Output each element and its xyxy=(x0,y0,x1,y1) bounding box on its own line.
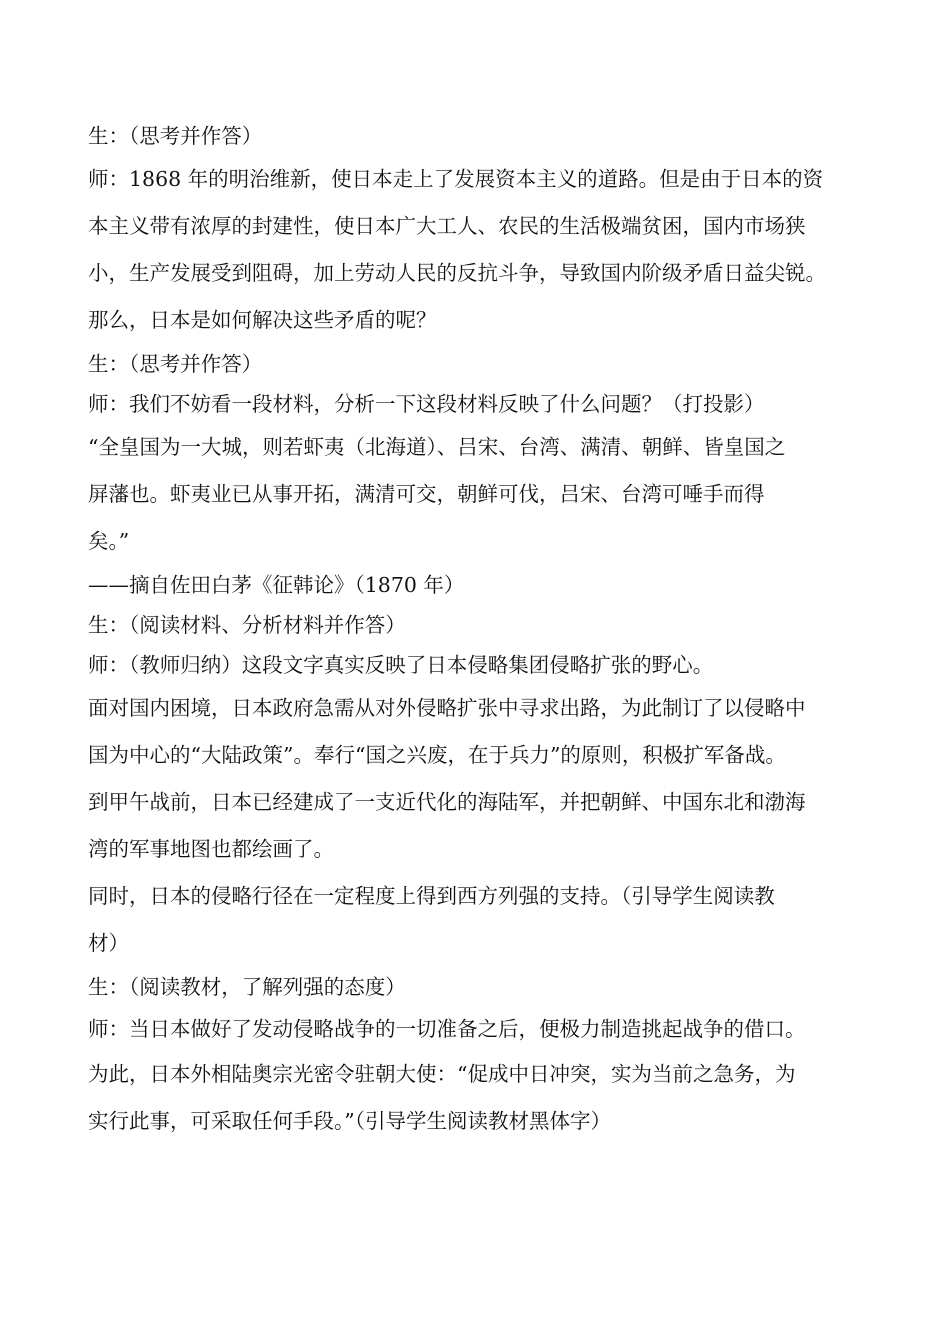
text-line: 同时，日本的侵略行径在一定程度上得到西方列强的支持。（引导学生阅读教 xyxy=(88,884,775,908)
text-line: 师：我们不妨看一段材料，分析一下这段材料反映了什么问题？（打投影） xyxy=(88,392,765,416)
text-line: 到甲午战前，日本已经建成了一支近代化的海陆军，并把朝鲜、中国东北和渤海 xyxy=(88,790,806,814)
text-line: 材） xyxy=(88,931,129,955)
text-line: 湾的军事地图也都绘画了。 xyxy=(88,837,334,861)
text-line: 生：（阅读材料、分析材料并作答） xyxy=(88,613,406,637)
text-line: 为此，日本外相陆奥宗光密令驻朝大使：“促成中日冲突，实为当前之急务，为 xyxy=(88,1062,796,1086)
text-line: 本主义带有浓厚的封建性，使日本广大工人、农民的生活极端贫困，国内市场狭 xyxy=(88,214,806,238)
quote-source: ——摘自佐田白茅《征韩论》（1870 年） xyxy=(88,573,465,597)
quote-line: 屏藩也。虾夷业已从事开拓，满清可交，朝鲜可伐，吕宋、台湾可唾手而得 xyxy=(88,482,765,506)
text-line: 师：（教师归纳）这段文字真实反映了日本侵略集团侵略扩张的野心。 xyxy=(88,653,714,677)
text-line: 师：1868 年的明治维新，使日本走上了发展资本主义的道路。但是由于日本的资 xyxy=(88,167,824,191)
text-line: 小，生产发展受到阻碍，加上劳动人民的反抗斗争，导致国内阶级矛盾日益尖锐。 xyxy=(88,261,826,285)
text-line: 生：（阅读教材，了解列强的态度） xyxy=(88,975,406,999)
quote-line: “全皇国为一大城，则若虾夷（北海道）、吕宋、台湾、满清、朝鲜、皆皇国之 xyxy=(88,435,786,459)
text-line: 国为中心的“大陆政策”。奉行“国之兴废，在于兵力”的原则，积极扩军备战。 xyxy=(88,743,786,767)
text-line: 生：（思考并作答） xyxy=(88,352,263,376)
quote-line: 矣。” xyxy=(88,529,130,553)
text-line: 师：当日本做好了发动侵略战争的一切准备之后，便极力制造挑起战争的借口。 xyxy=(88,1017,806,1041)
document-body xyxy=(88,116,878,1145)
text-line: 那么，日本是如何解决这些矛盾的呢？ xyxy=(88,308,437,332)
text-line: 实行此事，可采取任何手段。”（引导学生阅读教材黑体字） xyxy=(88,1109,611,1133)
text-line: 生：（思考并作答） xyxy=(88,124,263,148)
text-line: 面对国内困境，日本政府急需从对外侵略扩张中寻求出路，为此制订了以侵略中 xyxy=(88,696,806,720)
